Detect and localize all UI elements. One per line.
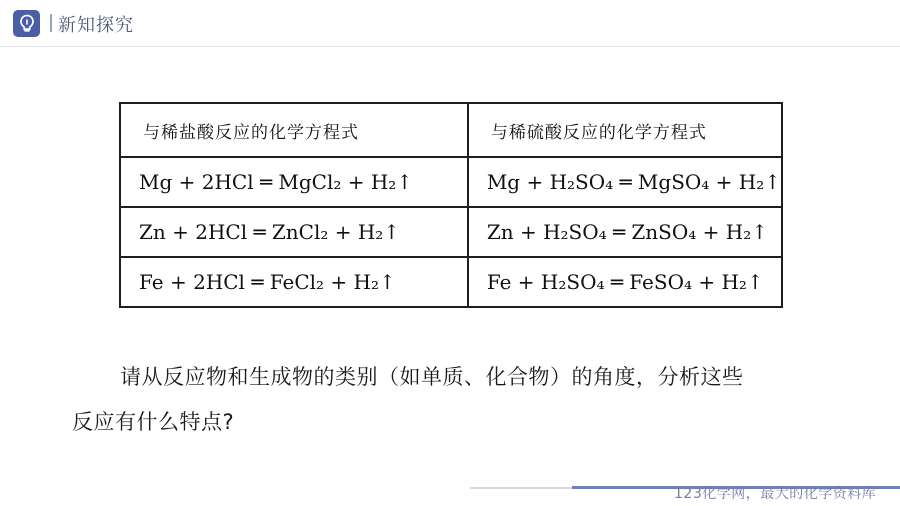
table-header-h2so4: 与稀硫酸反应的化学方程式 bbox=[468, 103, 782, 157]
question-line-2: 反应有什么特点? bbox=[72, 410, 235, 434]
equation-table bbox=[119, 102, 783, 308]
table-row bbox=[120, 257, 782, 307]
title-divider bbox=[50, 14, 52, 32]
equation-fe-hcl: Fe + 2HCl ═ FeCl₂ + H₂↑ bbox=[120, 257, 468, 307]
equation-fe-h2so4: Fe + H₂SO₄ ═ FeSO₄ + H₂↑ bbox=[468, 257, 782, 307]
question-text bbox=[72, 355, 862, 445]
question-line-1: 请从反应物和生成物的类别（如单质、化合物）的角度，分析这些 bbox=[120, 365, 744, 389]
equation-zn-hcl: Zn + 2HCl ═ ZnCl₂ + H₂↑ bbox=[120, 207, 468, 257]
table-row bbox=[120, 157, 782, 207]
header-divider bbox=[0, 46, 900, 47]
watermark-text: 123化学网，最大的化学资料库 bbox=[674, 486, 877, 502]
lightbulb-icon bbox=[13, 10, 40, 37]
equation-mg-hcl: Mg + 2HCl ═ MgCl₂ + H₂↑ bbox=[120, 157, 468, 207]
table-row bbox=[120, 207, 782, 257]
equation-zn-h2so4: Zn + H₂SO₄ ═ ZnSO₄ + H₂↑ bbox=[468, 207, 782, 257]
table-header-row bbox=[120, 103, 782, 157]
table-header-hcl: 与稀盐酸反应的化学方程式 bbox=[120, 103, 468, 157]
equation-mg-h2so4: Mg + H₂SO₄ ═ MgSO₄ + H₂↑ bbox=[468, 157, 782, 207]
header-bar bbox=[0, 0, 900, 46]
page-title: 新知探究 bbox=[58, 15, 134, 36]
